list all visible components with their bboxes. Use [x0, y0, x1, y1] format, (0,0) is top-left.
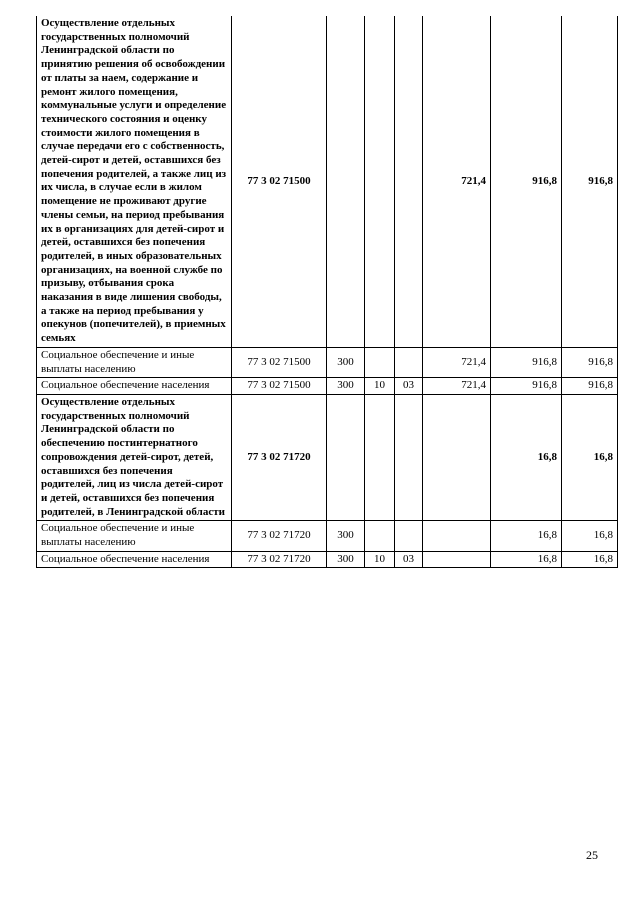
table-row: [37, 347, 618, 377]
amount-year-2-cell: 916,8: [491, 16, 562, 347]
subsection-cell: 03: [395, 378, 423, 395]
target-article-code-cell: 77 3 02 71500: [232, 16, 327, 347]
section-cell: [365, 394, 395, 520]
row-name-cell: Социальное обеспечение населения: [37, 378, 232, 395]
subsection-cell: [395, 347, 423, 377]
section-cell: [365, 16, 395, 347]
expense-type-cell: 300: [327, 378, 365, 395]
amount-year-3-cell: 16,8: [562, 551, 618, 568]
row-name-cell: Социальное обеспечение и иные выплаты населению: [37, 521, 232, 551]
section-cell: 10: [365, 378, 395, 395]
amount-year-2-cell: 16,8: [491, 394, 562, 520]
amount-year-3-cell: 916,8: [562, 16, 618, 347]
amount-year-1-cell: [423, 394, 491, 520]
amount-year-1-cell: [423, 521, 491, 551]
amount-year-3-cell: 16,8: [562, 521, 618, 551]
target-article-code-cell: 77 3 02 71500: [232, 378, 327, 395]
amount-year-1-cell: 721,4: [423, 16, 491, 347]
target-article-code-cell: 77 3 02 71720: [232, 551, 327, 568]
expense-type-cell: [327, 394, 365, 520]
subsection-cell: [395, 16, 423, 347]
table-row: [37, 521, 618, 551]
amount-year-3-cell: 916,8: [562, 347, 618, 377]
row-name-cell: Осуществление отдельных государственных полномочий Ленинградской области по обеспечению постинтернатного сопровождения детей-сирот, детей, оставшихся без попечения родителей, лиц из числа детей-сирот и детей, оставшихся без попечения родителей, в Ленинградской области: [37, 394, 232, 520]
target-article-code-cell: 77 3 02 71720: [232, 521, 327, 551]
expense-type-cell: 300: [327, 551, 365, 568]
row-name-cell: Социальное обеспечение и иные выплаты населению: [37, 347, 232, 377]
table-row: [37, 16, 618, 347]
subsection-cell: 03: [395, 551, 423, 568]
section-cell: 10: [365, 551, 395, 568]
table-row: [37, 551, 618, 568]
row-name-cell: Осуществление отдельных государственных полномочий Ленинградской области по принятию решения об освобождении от платы за наем, содержание и ремонт жилого помещения, коммунальные услуги и определение технического состояния и оценку стоимости жилого помещения в случае передачи его с собственность, детей-сирот и детей, оставшихся без попечения родителей, а также лиц из их числа, в случае если в жилом помещение не проживают другие члены семьи, на период пребывания их в организациях для детей-сирот и детей, оставшихся без попечения родителей, в иных образовательных организациях, на военной службе по призыву, отбывания срока наказания в виде лишения свободы, а также на период пребывания у опекунов (попечителей), в приемных семьях: [37, 16, 232, 347]
amount-year-3-cell: 916,8: [562, 378, 618, 395]
budget-table: [36, 16, 618, 568]
page-number: 25: [586, 848, 598, 862]
section-cell: [365, 347, 395, 377]
subsection-cell: [395, 521, 423, 551]
amount-year-2-cell: 16,8: [491, 551, 562, 568]
budget-table-body: [37, 16, 618, 568]
table-row: [37, 378, 618, 395]
amount-year-2-cell: 916,8: [491, 378, 562, 395]
expense-type-cell: [327, 16, 365, 347]
amount-year-1-cell: 721,4: [423, 347, 491, 377]
expense-type-cell: 300: [327, 521, 365, 551]
amount-year-2-cell: 16,8: [491, 521, 562, 551]
amount-year-1-cell: 721,4: [423, 378, 491, 395]
amount-year-2-cell: 916,8: [491, 347, 562, 377]
amount-year-3-cell: 16,8: [562, 394, 618, 520]
section-cell: [365, 521, 395, 551]
expense-type-cell: 300: [327, 347, 365, 377]
row-name-cell: Социальное обеспечение населения: [37, 551, 232, 568]
table-row: [37, 394, 618, 520]
amount-year-1-cell: [423, 551, 491, 568]
target-article-code-cell: 77 3 02 71500: [232, 347, 327, 377]
subsection-cell: [395, 394, 423, 520]
target-article-code-cell: 77 3 02 71720: [232, 394, 327, 520]
